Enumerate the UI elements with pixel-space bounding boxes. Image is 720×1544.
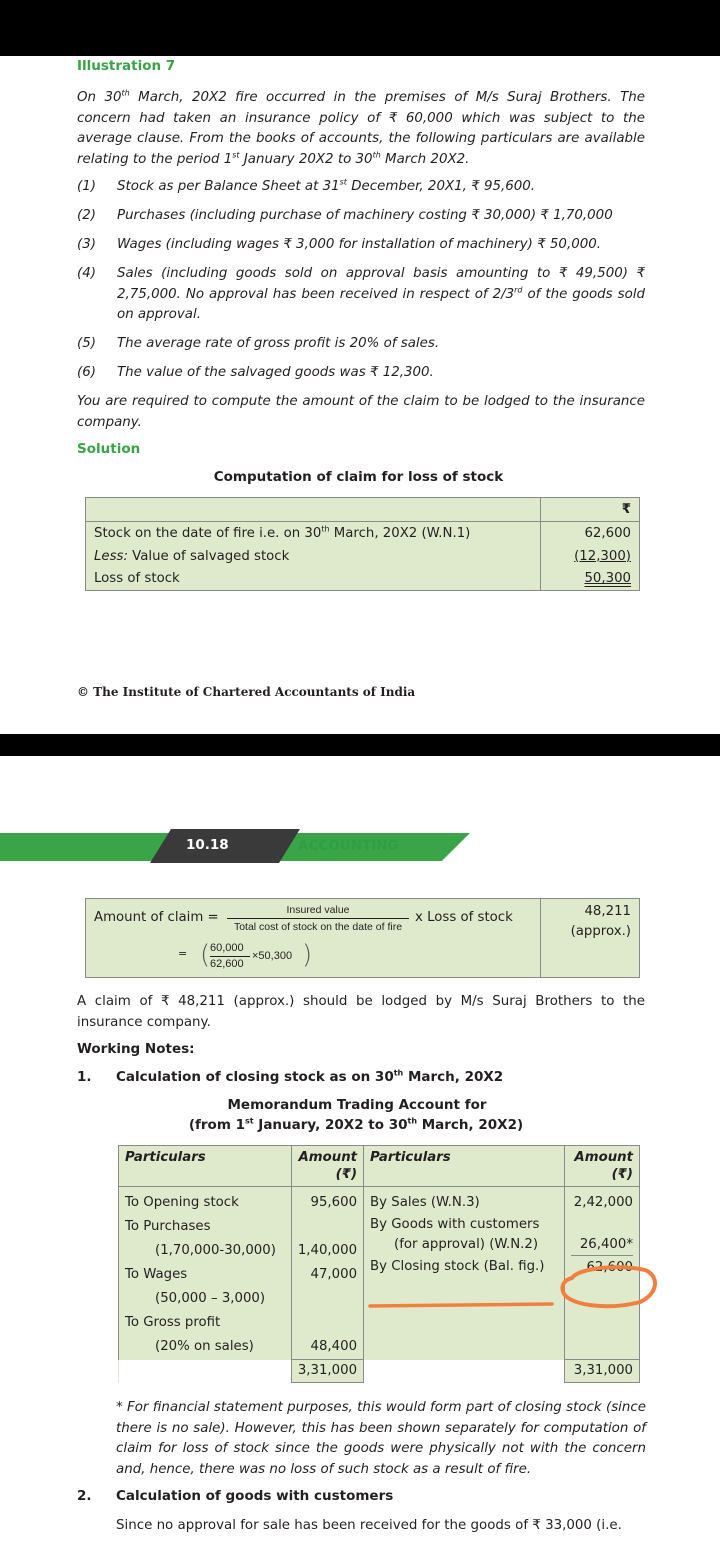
wn1-number: 1.: [77, 1069, 92, 1085]
item-3: (3) Wages (including wages ₹ 3,000 for installation of machinery) ₹ 50,000.: [77, 237, 602, 252]
table-row: To Opening stock To Purchases (1,70,000-30,000) To Wages (50,000 – 3,000) To Gross profit (20% on sales) 95,600 1,40,000 47,000 48,400 By Sales (W.N.3) By Goods with customers (for approval) (W.N.2) By Closing stock (Bal. fig.) 2,42,000 26,400* 62,600: [119, 1187, 640, 1360]
claim-computation-table: [85, 497, 640, 591]
left-paren: (: [200, 940, 211, 970]
claim-result: 48,211: [584, 904, 631, 919]
total-row: 3,31,000 3,31,000: [119, 1360, 640, 1383]
table-row: Stock on the date of fire i.e. on 30th March, 20X2 (W.N.1) 62,600: [86, 522, 640, 545]
page-separator: [0, 734, 720, 756]
item-2: (2) Purchases (including purchase of machinery costing ₹ 30,000) ₹ 1,70,000: [77, 208, 613, 223]
wn2-title: Calculation of goods with customers: [116, 1488, 394, 1504]
memo-subtitle: (from 1st January, 20X2 to 30th March, 20X2): [188, 1116, 524, 1133]
claim-conclusion: A claim of ₹ 48,211 (approx.) should be lodged by M/s Suraj Brothers to the insurance company.: [77, 994, 645, 1030]
section-title: ACCOUNTING: [298, 838, 399, 854]
item-4: (4) Sales (including goods sold on approval basis amounting to ₹ 49,500) ₹ 2,75,000. No approval has been received in respect of 2/3rd of the goods sold on approval.: [77, 266, 645, 322]
footnote: * For financial statement purposes, this would form part of closing stock (since there is no sale). However, this has been shown separately for computation of claim for loss of stock since the goods were physically not with the concern and, hence, there was no loss of such stock as a result of fire.: [116, 1400, 646, 1477]
working-notes-label: Working Notes:: [77, 1041, 195, 1057]
memorandum-trading-account: Particulars Amount (₹) Particulars Amount (₹) To Opening stock To Purchases (1,70,000-30,000) To Wages (50,000 – 3,000) To Gross profit (20% on sales) 95,600 1,40,000 47,000 48,400 By Sales (W.N.3) By Goods with customers (for approval) (W.N.2) By Closing stock (Bal. fig.) 2,42,000 26,400* 62,600 3,31,000 3,31,000: [118, 1145, 640, 1383]
formula-denominator: Total cost of stock on the date of fire: [233, 921, 403, 933]
formula-equals: =: [178, 947, 188, 960]
table-row: Loss of stock 50,300: [86, 568, 640, 591]
page-number: 10.18: [186, 837, 229, 853]
fraction-line-2: [210, 956, 250, 957]
claim-divider: [540, 898, 541, 978]
fraction-numerator: 60,000: [210, 942, 244, 954]
page-footer: © The Institute of Chartered Accountants of India: [77, 685, 416, 699]
top-black-bar: [0, 0, 720, 56]
item-6: (6) The value of the salvaged goods was ₹ 12,300.: [77, 365, 434, 380]
multiplier: ×50,300: [252, 950, 293, 962]
requirement-text: You are required to compute the amount of the claim to be lodged to the insurance company.: [77, 394, 645, 430]
solution-label: Solution: [77, 441, 141, 457]
wn2-text: Since no approval for sale has been received for the goods of ₹ 33,000 (i.e.: [116, 1518, 622, 1533]
item-1: (1) Stock as per Balance Sheet at 31st December, 20X1, ₹ 95,600.: [77, 177, 536, 194]
claim-result-note: (approx.): [570, 924, 631, 939]
table-title: Computation of claim for loss of stock: [213, 469, 504, 485]
illustration-title: Illustration 7: [77, 58, 176, 74]
currency-header: ₹: [541, 498, 640, 522]
illustration-intro: On 30th March, 20X2 fire occurred in the premises of M/s Suraj Brothers. The concern had taken an insurance policy of ₹ 60,000 which was subject to the average clause. From the books of accounts, the following particulars are available relating to the period 1st January 20X2 to 30th March 20X2.: [77, 88, 645, 167]
wn2-number: 2.: [77, 1488, 92, 1504]
item-5: (5) The average rate of gross profit is 20% of sales.: [77, 336, 440, 351]
formula-suffix: x Loss of stock: [415, 910, 513, 925]
fraction-denominator: 62,600: [210, 958, 244, 970]
handwritten-annotation: [360, 1262, 660, 1312]
claim-label: Amount of claim =: [94, 910, 219, 925]
table-row: Less: Value of salvaged stock (12,300): [86, 545, 640, 568]
wn1-title: Calculation of closing stock as on 30th March, 20X2: [116, 1068, 504, 1085]
fraction-line: [227, 918, 409, 919]
memo-title: Memorandum Trading Account for: [227, 1097, 487, 1113]
right-paren: ): [302, 940, 313, 970]
formula-numerator: Insured value: [286, 904, 350, 916]
